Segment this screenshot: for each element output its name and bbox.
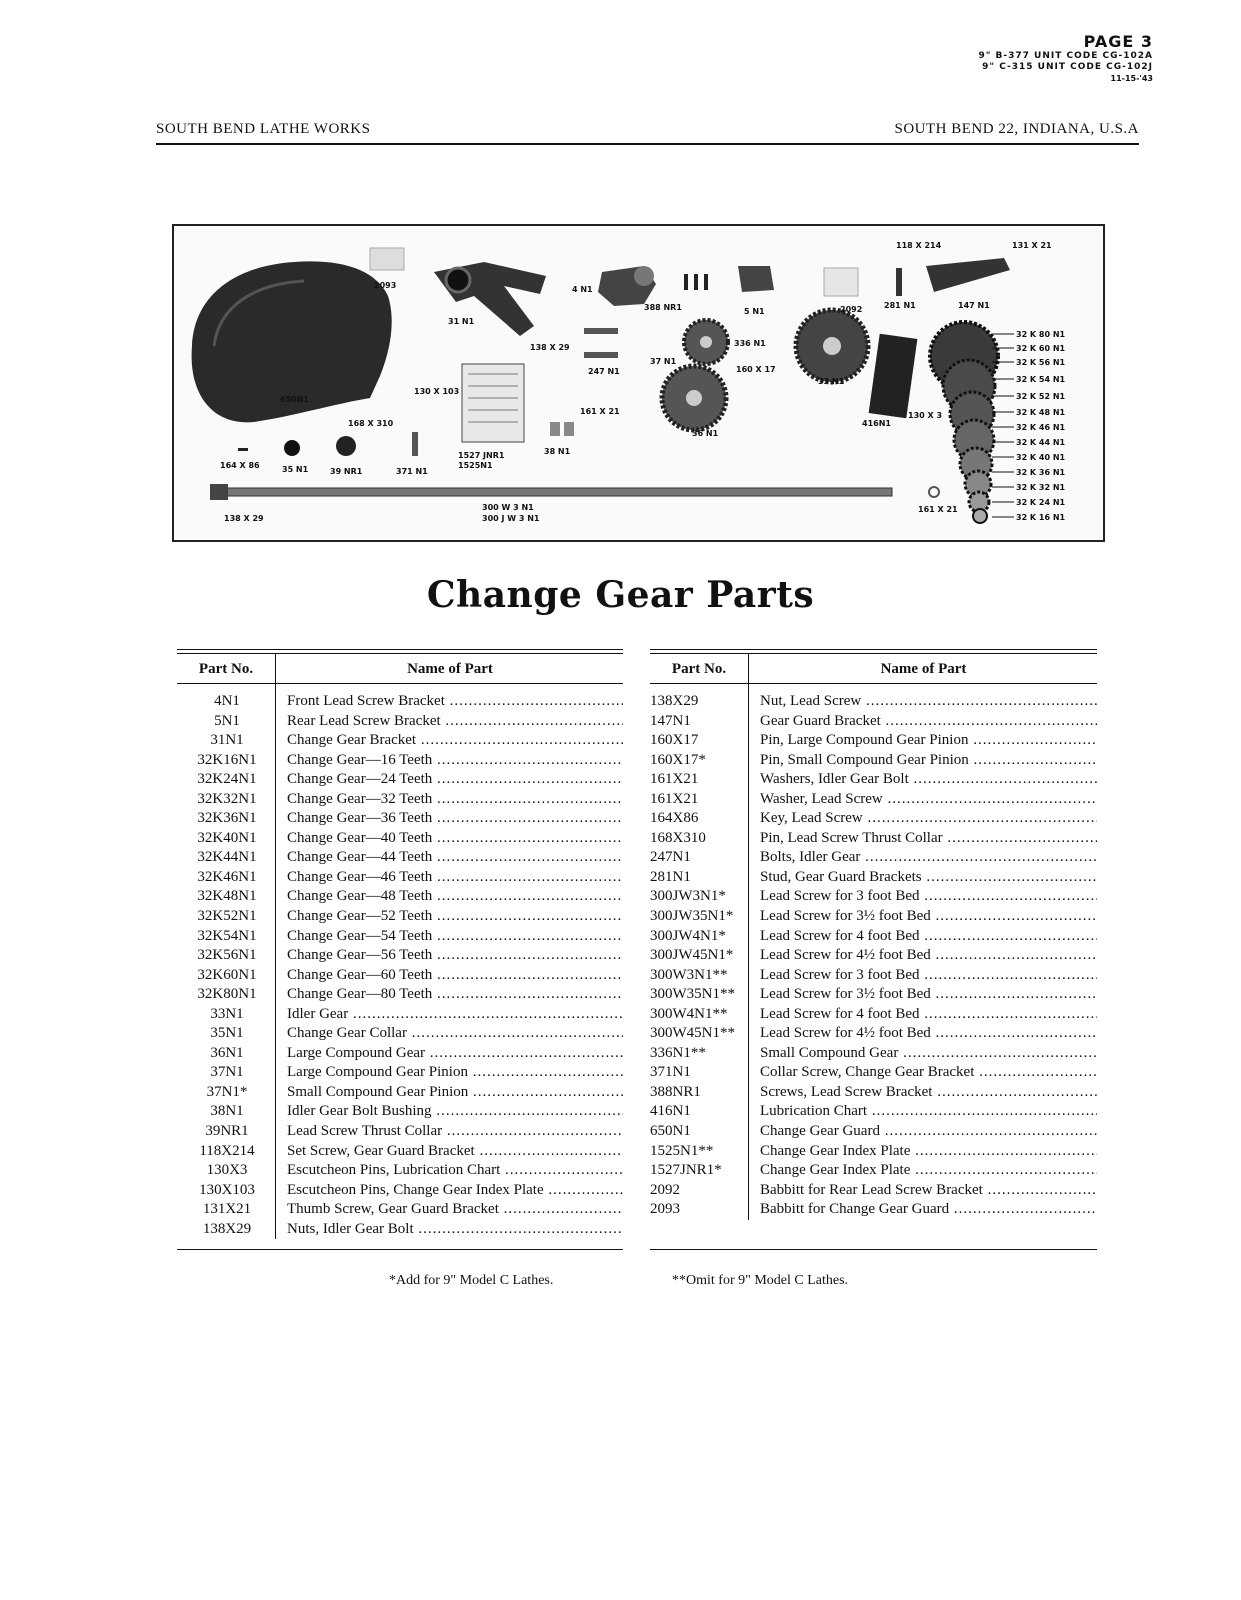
table-row (650, 1102, 1097, 1122)
table-row (650, 1122, 1097, 1142)
page-title: Change Gear Parts (426, 574, 815, 616)
gear-callout: 32 K 52 N1 (1016, 392, 1066, 401)
gear-callout: 32 K 46 N1 (1016, 423, 1066, 432)
part-number: 32K24N1 (197, 771, 257, 788)
part-number: 32K46N1 (197, 868, 257, 885)
print-date: 11-15-'43 (1110, 74, 1153, 83)
table-row (650, 868, 1097, 888)
part-number: 32K56N1 (197, 947, 257, 964)
part-number: 32K52N1 (197, 908, 257, 925)
table-row (177, 1083, 623, 1103)
footnote-omit: **Omit for 9" Model C Lathes. (672, 1273, 849, 1288)
part-number: 161X21 (650, 790, 699, 807)
callout-160x17: 160 X 17 (736, 365, 776, 374)
gear-callout: 32 K 48 N1 (1016, 408, 1066, 417)
table-row (177, 848, 623, 868)
page-number: PAGE 3 (1083, 32, 1153, 51)
part-name: Change Gear—54 Teeth ..... (287, 927, 623, 946)
part-name: Change Gear—24 Teeth ..... (287, 770, 623, 789)
part-number: 31N1 (210, 732, 244, 749)
table-row (650, 731, 1097, 751)
part-name: Change Gear—46 Teeth ..... (287, 868, 623, 887)
part-number: 33N1 (210, 1005, 244, 1022)
part-name: Change Gear—56 Teeth ..... (287, 946, 623, 965)
table-row (650, 712, 1097, 732)
callout-650n1: 650N1 (280, 395, 309, 404)
table-body (650, 684, 1097, 1220)
header-part-no: Part No. (198, 661, 254, 677)
part-name: Lead Screw for 4½ foot Bed ..... (760, 946, 1097, 965)
part-number: 32K40N1 (197, 829, 257, 846)
table-row (650, 946, 1097, 966)
part-number: 138X29 (202, 1220, 252, 1237)
callout-247n1: 247 N1 (588, 367, 620, 376)
gear-callout: 32 K 54 N1 (1016, 375, 1066, 384)
part-name: Key, Lead Screw ..... (760, 809, 1097, 828)
gear-callout: 32 K 16 N1 (1016, 513, 1066, 522)
part-number: 32K16N1 (197, 751, 257, 768)
callout-2093: 2093 (374, 281, 397, 290)
table-row (650, 985, 1097, 1005)
part-number: 147N1 (650, 712, 691, 729)
part-number: 138X29 (650, 693, 699, 709)
part-name: Change Gear—32 Teeth ..... (287, 790, 623, 809)
table-row (650, 966, 1097, 986)
callout-164x86: 164 X 86 (220, 461, 260, 470)
gear-callout: 32 K 56 N1 (1016, 358, 1066, 367)
part-number: 388NR1 (650, 1083, 701, 1100)
column-divider (748, 654, 749, 683)
part-name: Stud, Gear Guard Brackets ..... (760, 868, 1097, 887)
part-number: 2093 (650, 1201, 680, 1218)
gear-callout-list (1016, 330, 1066, 522)
part-number: 39NR1 (205, 1123, 249, 1140)
table-bottom-rule (177, 1249, 623, 1250)
footnote-add: *Add for 9" Model C Lathes. (389, 1273, 554, 1288)
part-name: Idler Gear Bolt Bushing ..... (287, 1102, 623, 1121)
table-row (177, 751, 623, 771)
gear-callout: 32 K 36 N1 (1016, 468, 1066, 477)
callout-33n1: 33 N1 (818, 377, 845, 386)
part-name: Idler Gear ..... (287, 1005, 623, 1024)
part-name: Escutcheon Pins, Change Gear Index Plate ..... (287, 1181, 623, 1200)
part-name: Lubrication Chart ..... (760, 1102, 1097, 1121)
table-row (650, 1181, 1097, 1201)
callout-5n1: 5 N1 (744, 307, 765, 316)
part-number: 118X214 (199, 1142, 255, 1159)
part-number: 164X86 (650, 810, 699, 827)
part-number: 160X17* (650, 751, 706, 768)
part-number: 32K44N1 (197, 849, 257, 866)
part-name: Nut, Lead Screw ..... (760, 692, 1097, 711)
gear-guard-bracket-shape (926, 258, 1010, 292)
header-name-of-part: Name of Part (407, 661, 493, 677)
part-number: 281N1 (650, 868, 691, 885)
gear-callout: 32 K 24 N1 (1016, 498, 1066, 507)
column-divider (275, 654, 276, 683)
table-row (177, 692, 623, 712)
rear-bracket-shape (738, 266, 774, 292)
parts-table-right (650, 649, 1097, 1250)
table-row (177, 1102, 623, 1122)
table-row (177, 868, 623, 888)
callout-131x21: 131 X 21 (1012, 241, 1052, 250)
part-name: Lead Screw for 3 foot Bed ..... (760, 966, 1097, 985)
table-row (177, 809, 623, 829)
part-name: Large Compound Gear Pinion ..... (287, 1063, 623, 1082)
part-name: Change Gear Index Plate ..... (760, 1142, 1097, 1161)
table-row (177, 907, 623, 927)
callout-281n1: 281 N1 (884, 301, 916, 310)
callout-147n1: 147 N1 (958, 301, 990, 310)
unit-code-2: 9" C-315 UNIT CODE CG-102J (982, 62, 1153, 72)
index-plate-shape (462, 364, 524, 442)
part-number: 161X21 (650, 771, 699, 788)
callout-118x214: 118 X 214 (896, 241, 942, 250)
table-row (177, 770, 623, 790)
part-name: Pin, Small Compound Gear Pinion ..... (760, 751, 1097, 770)
callout-39nr1: 39 NR1 (330, 467, 363, 476)
table-row (177, 1220, 623, 1240)
table-row (177, 966, 623, 986)
part-number: 36N1 (210, 1044, 244, 1061)
collar-39nr1-shape (336, 436, 356, 456)
part-name: Set Screw, Gear Guard Bracket ..... (287, 1142, 623, 1161)
table-row (650, 790, 1097, 810)
table-row (650, 1024, 1097, 1044)
part-name: Lead Screw Thrust Collar ..... (287, 1122, 623, 1141)
callout-336n1: 336 N1 (734, 339, 766, 348)
part-name: Change Gear—16 Teeth ..... (287, 751, 623, 770)
callout-35n1: 35 N1 (282, 465, 309, 474)
part-name: Escutcheon Pins, Lubrication Chart ..... (287, 1161, 623, 1180)
part-number: 371N1 (650, 1064, 691, 1081)
table-bottom-rule (650, 1249, 1097, 1250)
part-number: 1527JNR1* (650, 1162, 722, 1179)
gear-callout: 32 K 44 N1 (1016, 438, 1066, 447)
table-row (177, 946, 623, 966)
part-number: 37N1* (206, 1083, 248, 1100)
part-number: 1525N1** (650, 1142, 714, 1159)
parts-photo (172, 224, 1105, 542)
change-gear-stack-shape (930, 322, 998, 523)
lubrication-chart-shape (869, 334, 918, 419)
part-name: Babbitt for Rear Lead Screw Bracket ..... (760, 1181, 1097, 1200)
parts-illustration (174, 226, 1103, 540)
part-name: Small Compound Gear Pinion ..... (287, 1083, 623, 1102)
table-row (177, 985, 623, 1005)
table-row (177, 1200, 623, 1220)
callout-300jw3n1: 300 J W 3 N1 (482, 514, 540, 523)
table-row (177, 1044, 623, 1064)
callout-4n1: 4 N1 (572, 285, 593, 294)
part-name: Rear Lead Screw Bracket ..... (287, 712, 623, 731)
gear-callout: 32 K 80 N1 (1016, 330, 1066, 339)
part-number: 300JW3N1* (650, 888, 726, 905)
part-number: 32K36N1 (197, 810, 257, 827)
table-row (650, 809, 1097, 829)
lead-screw-shape (212, 488, 892, 496)
part-name: Gear Guard Bracket ..... (760, 712, 1097, 731)
table-row (650, 829, 1097, 849)
part-number: 336N1** (650, 1044, 706, 1061)
part-name: Lead Screw for 4½ foot Bed ..... (760, 1024, 1097, 1043)
page-identifier (978, 32, 1153, 84)
callout-2092: 2092 (840, 305, 863, 314)
part-name: Small Compound Gear ..... (760, 1044, 1097, 1063)
table-row (177, 1142, 623, 1162)
table-row (177, 712, 623, 732)
table-header (177, 654, 623, 684)
unit-code-1: 9" B-377 UNIT CODE CG-102A (978, 51, 1153, 61)
part-number: 247N1 (650, 849, 691, 866)
part-number: 131X21 (202, 1201, 252, 1218)
part-name: Change Gear—40 Teeth ..... (287, 829, 623, 848)
part-name: Washer, Lead Screw ..... (760, 790, 1097, 809)
callout-1527jnr1: 1527 JNR1 (458, 451, 505, 460)
part-name: Change Gear—36 Teeth ..... (287, 809, 623, 828)
part-name: Lead Screw for 3½ foot Bed ..... (760, 985, 1097, 1004)
part-name: Change Gear—52 Teeth ..... (287, 907, 623, 926)
part-number: 300JW45N1* (650, 947, 734, 964)
part-name: Change Gear—60 Teeth ..... (287, 966, 623, 985)
callout-388nr1: 388 NR1 (644, 303, 682, 312)
callout-130x103: 130 X 103 (414, 387, 460, 396)
part-number: 300JW35N1* (650, 908, 734, 925)
table-row (650, 907, 1097, 927)
part-name: Front Lead Screw Bracket ..... (287, 692, 623, 711)
part-number: 650N1 (650, 1123, 691, 1140)
part-number: 38N1 (210, 1103, 244, 1120)
company-name: SOUTH BEND LATHE WORKS (156, 121, 371, 137)
table-row (177, 1063, 623, 1083)
callout-31n1: 31 N1 (448, 317, 475, 326)
part-number: 130X103 (199, 1181, 255, 1198)
table-body (177, 684, 623, 1239)
part-name: Bolts, Idler Gear ..... (760, 848, 1097, 867)
table-row (177, 1122, 623, 1142)
running-header (156, 121, 1139, 145)
part-number: 5N1 (214, 712, 240, 729)
part-number: 37N1 (210, 1064, 244, 1081)
part-name: Thumb Screw, Gear Guard Bracket ..... (287, 1200, 623, 1219)
gear-callout: 32 K 60 N1 (1016, 344, 1066, 353)
part-name: Lead Screw for 3½ foot Bed ..... (760, 907, 1097, 926)
part-number: 416N1 (650, 1103, 691, 1120)
part-number: 32K32N1 (197, 790, 257, 807)
collar-35n1-shape (284, 440, 300, 456)
callout-371n1: 371 N1 (396, 467, 428, 476)
callout-161x21-bottom: 161 X 21 (918, 505, 958, 514)
part-number: 168X310 (650, 829, 706, 846)
babbitt-2092-shape (824, 268, 858, 296)
table-row (650, 770, 1097, 790)
callout-38n1: 38 N1 (544, 447, 571, 456)
table-row (650, 751, 1097, 771)
table-row (650, 1142, 1097, 1162)
part-name: Change Gear Index Plate ..... (760, 1161, 1097, 1180)
table-row (650, 1083, 1097, 1103)
part-name: Lead Screw for 4 foot Bed ..... (760, 927, 1097, 946)
table-row (177, 731, 623, 751)
part-name: Washers, Idler Gear Bolt ..... (760, 770, 1097, 789)
table-row (177, 1181, 623, 1201)
table-row (650, 927, 1097, 947)
table-row (650, 887, 1097, 907)
header-name-of-part: Name of Part (880, 661, 967, 677)
part-name: Change Gear Bracket ..... (287, 731, 623, 750)
part-number: 300W35N1** (650, 986, 735, 1003)
table-row (177, 1161, 623, 1181)
part-name: Lead Screw for 4 foot Bed ..... (760, 1005, 1097, 1024)
callout-168x310: 168 X 310 (348, 419, 394, 428)
part-number: 32K48N1 (197, 888, 257, 905)
part-name: Change Gear—80 Teeth ..... (287, 985, 623, 1004)
table-row (177, 1024, 623, 1044)
part-name: Change Gear—44 Teeth ..... (287, 848, 623, 867)
part-name: Nuts, Idler Gear Bolt ..... (287, 1220, 623, 1239)
part-name: Large Compound Gear ..... (287, 1044, 623, 1063)
table-row (177, 790, 623, 810)
callout-300w3n1: 300 W 3 N1 (482, 503, 534, 512)
part-name: Pin, Large Compound Gear Pinion ..... (760, 731, 1097, 750)
table-row (177, 829, 623, 849)
part-number: 32K80N1 (197, 986, 257, 1003)
part-name: Change Gear—48 Teeth ..... (287, 887, 623, 906)
part-number: 300W4N1** (650, 1005, 728, 1022)
callout-1525n1: 1525N1 (458, 461, 493, 470)
part-number: 160X17 (650, 732, 699, 749)
babbitt-2093-shape (370, 248, 404, 270)
part-number: 300W3N1** (650, 966, 728, 983)
callout-37n1: 37 N1 (650, 357, 677, 366)
callout-138x29-top: 138 X 29 (530, 343, 570, 352)
table-row (650, 1063, 1097, 1083)
table-row (650, 848, 1097, 868)
callout-130x3: 130 X 3 (908, 411, 943, 420)
part-number: 300W45N1** (650, 1025, 735, 1042)
part-number: 35N1 (210, 1025, 244, 1042)
callout-36n1: 36 N1 (692, 429, 719, 438)
table-row (650, 1005, 1097, 1025)
part-name: Screws, Lead Screw Bracket ..... (760, 1083, 1097, 1102)
part-name: Change Gear Guard ..... (760, 1122, 1097, 1141)
gear-callout: 32 K 32 N1 (1016, 483, 1066, 492)
part-number: 2092 (650, 1181, 680, 1198)
table-row (177, 927, 623, 947)
part-number: 32K54N1 (197, 927, 257, 944)
parts-table-left (177, 649, 623, 1250)
part-number: 4N1 (214, 693, 240, 709)
table-row (650, 1044, 1097, 1064)
part-name: Change Gear Collar ..... (287, 1024, 623, 1043)
table-row (650, 1161, 1097, 1181)
table-row (650, 1200, 1097, 1220)
table-row (177, 1005, 623, 1025)
part-name: Pin, Lead Screw Thrust Collar ..... (760, 829, 1097, 848)
table-row (650, 692, 1097, 712)
table-header (650, 654, 1097, 684)
part-name: Babbitt for Change Gear Guard ..... (760, 1200, 1097, 1219)
part-number: 300JW4N1* (650, 927, 726, 944)
table-row (177, 887, 623, 907)
part-number: 32K60N1 (197, 966, 257, 983)
part-number: 130X3 (206, 1162, 248, 1179)
part-name: Lead Screw for 3 foot Bed ..... (760, 887, 1097, 906)
company-address: SOUTH BEND 22, INDIANA, U.S.A (894, 121, 1139, 137)
callout-416n1: 416N1 (862, 419, 891, 428)
callout-161x21-mid: 161 X 21 (580, 407, 620, 416)
part-name: Collar Screw, Change Gear Bracket ..... (760, 1063, 1097, 1082)
header-part-no: Part No. (671, 661, 727, 677)
gear-callout: 32 K 40 N1 (1016, 453, 1066, 462)
callout-138x29-bottom: 138 X 29 (224, 514, 264, 523)
